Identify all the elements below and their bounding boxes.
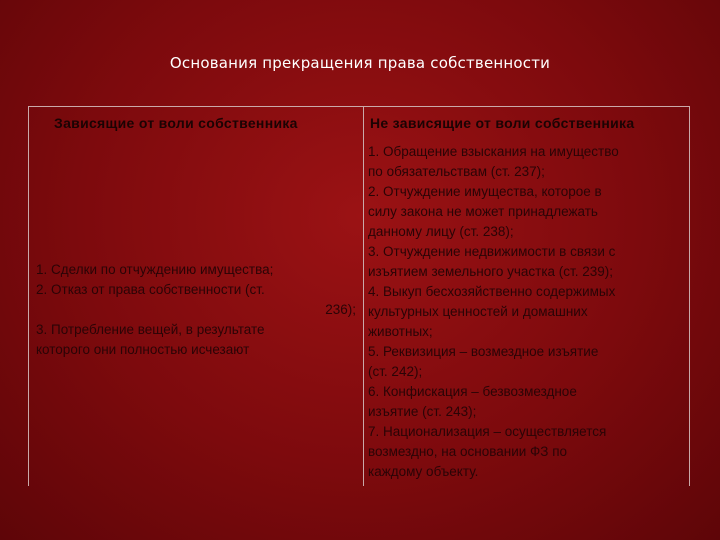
list-item: животных; [368,324,433,339]
list-item: 1. Обращение взыскания на имущество [368,144,619,159]
list-item: 236); [325,302,356,317]
list-item: 4. Выкуп бесхозяйственно содержимых [368,284,616,299]
list-item: 7. Национализация – осуществляется [368,424,607,439]
column-header-dependent: Зависящие от воли собственника [54,115,298,131]
table-left-border [28,106,29,486]
list-item: которого они полностью исчезают [36,342,250,357]
list-item: 5. Реквизиция – возмездное изъятие [368,344,599,359]
list-item: 1. Сделки по отчуждению имущества; [36,262,274,277]
list-item: каждому объекту. [368,464,479,479]
table-right-border [689,106,690,486]
list-item: культурных ценностей и домашних [368,304,588,319]
list-item: 6. Конфискация – безвозмездное [368,384,577,399]
list-item: данному лицу (ст. 238); [368,224,514,239]
independent-grounds-list [368,142,686,482]
list-item: 3. Отчуждение недвижимости в связи с [368,244,616,259]
list-item: силу закона не может принадлежать [368,204,598,219]
list-item: изъятие (ст. 243); [368,404,477,419]
list-item: (ст. 242); [368,364,423,379]
list-item: 2. Отказ от права собственности (ст. [36,282,265,297]
list-item: 3. Потребление вещей, в результате [36,322,265,337]
table-top-border [28,106,690,107]
list-item: 2. Отчуждение имущества, которое в [368,184,602,199]
dependent-grounds-list [36,260,356,360]
comparison-table [28,106,690,486]
table-column-divider [363,106,364,486]
list-item: по обязательствам (ст. 237); [368,164,545,179]
slide-title: Основания прекращения права собственности [169,54,551,72]
list-item: изъятием земельного участка (ст. 239); [368,264,613,279]
list-item: возмездно, на основании ФЗ по [368,444,568,459]
column-header-independent: Не зависящие от воли собственника [370,115,635,131]
